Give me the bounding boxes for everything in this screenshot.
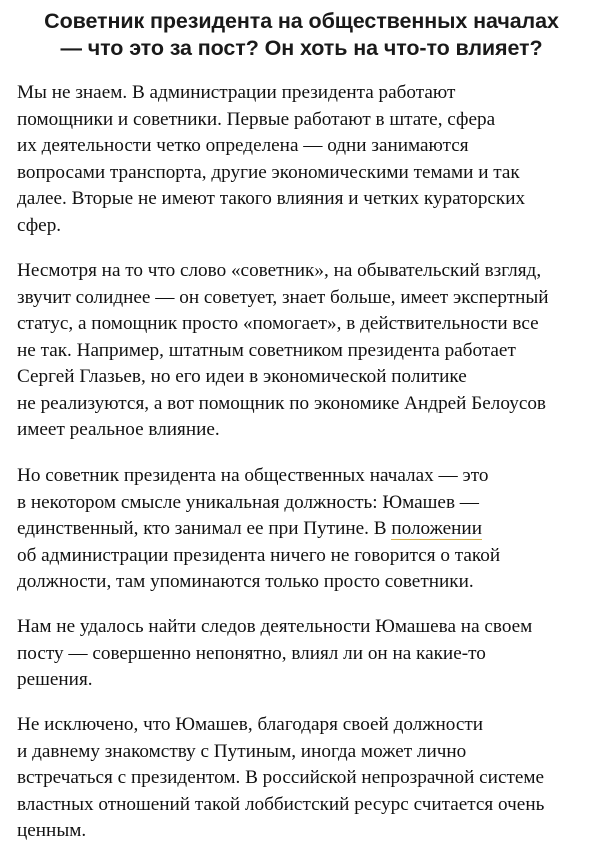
regulation-link[interactable]: положении: [391, 518, 482, 539]
text-line: об администрации президента ничего не говорится о такой: [17, 544, 501, 566]
text-line: и давнему знакомству с Путиным, иногда может лично: [17, 740, 467, 762]
text-line: властных отношений такой лоббистский ресурс считается очень: [17, 793, 545, 815]
answer-paragraph-5: [17, 712, 603, 845]
question-heading: [0, 8, 603, 62]
text-line: не так. Например, штатным советником президента работает: [17, 339, 516, 361]
text-segment: единственный, кто занимал ее при Путине. В: [17, 518, 392, 539]
text-line: посту — совершенно непонятно, влиял ли он на какие-то: [17, 642, 486, 664]
text-line: Не исключено, что Юмашев, благодаря своей должности: [17, 714, 484, 735]
text-line: помощники и советники. Первые работают в штате, сфера: [17, 108, 496, 130]
text-line: решения.: [17, 669, 93, 690]
text-line: их деятельности четко определена — одни занимаются: [17, 135, 469, 156]
text-line: встречаться с президентом. В российской непрозрачной системе: [17, 767, 545, 788]
text-line: звучит солиднее — он советует, знает больше, имеет экспертный: [17, 286, 549, 308]
text-line: [17, 516, 603, 543]
text-line: Несмотря на то что слово «советник», на обывательский взгляд,: [17, 260, 542, 281]
text-line: Но советник президента на общественных началах — это: [17, 465, 489, 486]
text-line: Сергей Глазьев, но его идеи в экономической политике: [17, 366, 467, 387]
text-line: вопросами транспорта, другие экономическими темами и так: [17, 161, 520, 183]
text-line: статус, а помощник просто «помогает», в действительности все: [17, 313, 539, 334]
answer-paragraph-2: [17, 258, 603, 444]
text-line: имеет реальное влияние.: [17, 419, 220, 440]
text-line: сфер.: [17, 214, 62, 236]
text-line: ценным.: [17, 820, 87, 841]
text-line: далее. Вторые не имеют такого влияния и четких кураторских: [17, 188, 526, 209]
text-line: Нам не удалось найти следов деятельности Юмашева на своем: [17, 616, 533, 637]
answer-paragraph-3: [17, 463, 603, 596]
answer-paragraph-1: [17, 80, 603, 239]
answer-paragraph-4: [17, 614, 603, 694]
question-heading-line: — что это за пост? Он хоть на что-то влияет?: [60, 36, 543, 60]
text-line: не реализуются, а вот помощник по экономике Андрей Белоусов: [17, 392, 546, 414]
text-line: Мы не знаем. В администрации президента работают: [17, 82, 456, 103]
text-line: должности, там упоминаются только просто советники.: [17, 571, 474, 592]
text-line: в некотором смысле уникальная должность: Юмашев —: [17, 491, 479, 513]
question-heading-line: Советник президента на общественных началах: [44, 9, 559, 33]
